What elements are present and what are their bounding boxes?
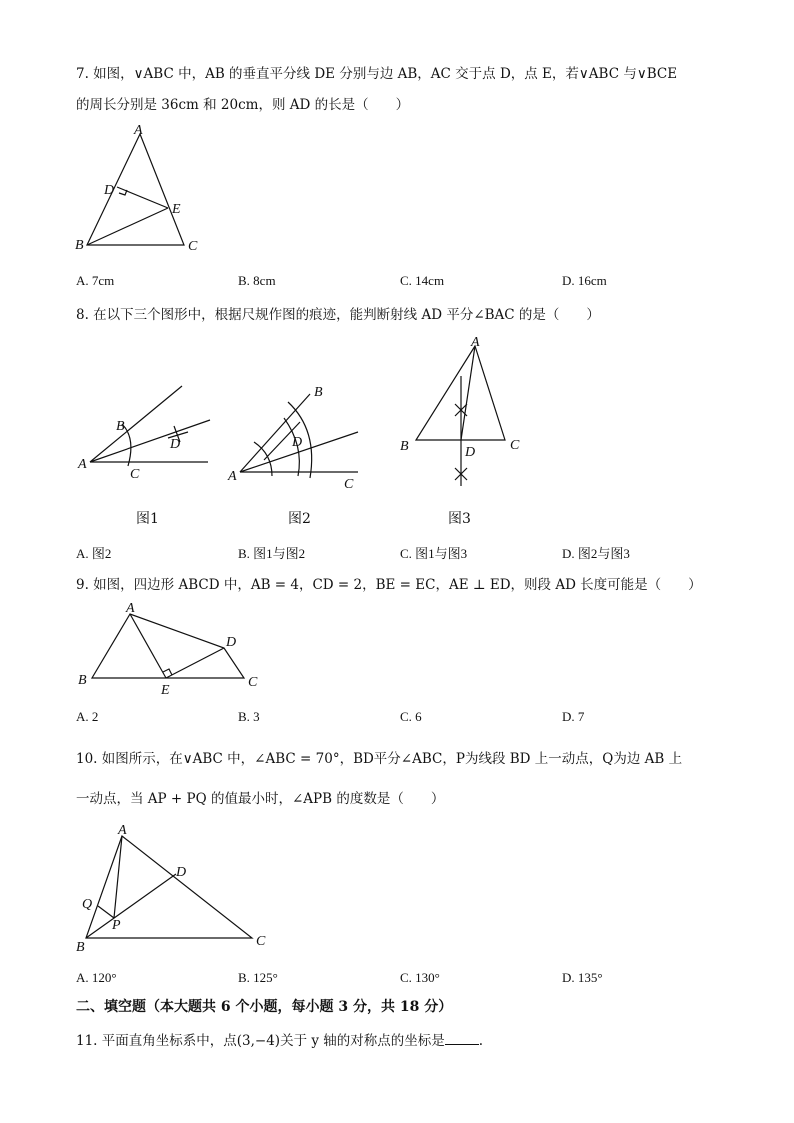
q11-prompt: 11. 平面直角坐标系中，点(3,−4)关于 y 轴的对称点的坐标是 bbox=[76, 1033, 445, 1049]
q8-option-d: D. 图2与图3 bbox=[562, 546, 630, 561]
q9-label-a: A bbox=[126, 601, 135, 616]
q7-figure bbox=[75, 118, 200, 258]
q7-option-a: A. 7cm bbox=[76, 273, 115, 288]
q9-label-b: B bbox=[78, 673, 87, 688]
q10-option-b: B. 125° bbox=[238, 970, 278, 985]
q10-option-a: A. 120° bbox=[76, 970, 117, 985]
q9-label-c: C bbox=[248, 675, 258, 690]
q9-option-a: A. 2 bbox=[76, 709, 99, 724]
q9-text-line1: 9. 如图，四边形 ABCD 中，AB = 4，CD = 2，BE = EC，AE ⊥ ED，则段 AD 长度可能是（ ） bbox=[76, 577, 702, 593]
fig2-label-a: A bbox=[228, 469, 237, 484]
q10-label-a: A bbox=[118, 823, 127, 838]
q11-period: . bbox=[478, 1033, 484, 1049]
fig2-label-c: C bbox=[344, 477, 354, 492]
q11-text bbox=[76, 1029, 483, 1049]
q8-figure-3 bbox=[395, 336, 535, 496]
q7-label-e: E bbox=[172, 202, 181, 217]
q9-option-c: C. 6 bbox=[400, 709, 422, 724]
q9-label-e: E bbox=[161, 683, 170, 698]
fig1-label-d: D bbox=[170, 437, 181, 452]
section-heading-fill-in: 二、填空题（本大题共 6 个小题，每小题 3 分，共 18 分） bbox=[76, 999, 453, 1015]
q7-label-c: C bbox=[188, 239, 198, 254]
q8-option-b: B. 图1与图2 bbox=[238, 546, 306, 561]
fig1-caption: 图1 bbox=[136, 511, 159, 527]
fig2-label-d: D bbox=[292, 435, 303, 450]
q7-label-b: B bbox=[75, 238, 84, 253]
q10-label-p: P bbox=[112, 918, 121, 933]
q10-text-line2: 一动点，当 AP + PQ 的值最小时，∠APB 的度数是（ ） bbox=[76, 791, 445, 807]
fig3-label-a: A bbox=[471, 335, 480, 350]
q7-text-line2: 的周长分别是 36cm 和 20cm，则 AD 的长是（ ） bbox=[76, 97, 410, 113]
fig3-caption: 图3 bbox=[448, 511, 471, 527]
fig3-label-d: D bbox=[465, 445, 476, 460]
fig1-label-b: B bbox=[116, 419, 125, 434]
q7-label-d: D bbox=[104, 183, 115, 198]
q11-answer-blank[interactable] bbox=[445, 1032, 479, 1045]
q8-figure-1 bbox=[70, 380, 220, 480]
fig2-caption: 图2 bbox=[288, 511, 311, 527]
q10-figure bbox=[76, 818, 276, 955]
q10-label-q: Q bbox=[82, 897, 93, 912]
q8-option-c: C. 图1与图3 bbox=[400, 546, 468, 561]
q10-option-c: C. 130° bbox=[400, 970, 440, 985]
q9-figure bbox=[76, 598, 276, 698]
q10-label-b: B bbox=[76, 940, 85, 955]
q9-label-d: D bbox=[226, 635, 237, 650]
q10-text-line1: 10. 如图所示，在∨ABC 中，∠ABC = 70°，BD平分∠ABC，P为线段 BD 上一动点，Q为边 AB 上 bbox=[76, 751, 683, 767]
q8-option-a: A. 图2 bbox=[76, 546, 112, 561]
fig1-label-a: A bbox=[78, 457, 87, 472]
q7-option-c: C. 14cm bbox=[400, 273, 445, 288]
q7-option-d: D. 16cm bbox=[562, 273, 607, 288]
q8-text-line1: 8. 在以下三个图形中，根据尺规作图的痕迹，能判断射线 AD 平分∠BAC 的是（ ） bbox=[76, 307, 600, 323]
q7-label-a: A bbox=[134, 123, 143, 138]
q9-option-d: D. 7 bbox=[562, 709, 585, 724]
q7-option-b: B. 8cm bbox=[238, 273, 276, 288]
q10-option-d: D. 135° bbox=[562, 970, 603, 985]
q10-label-c: C bbox=[256, 934, 266, 949]
q10-label-d: D bbox=[176, 865, 187, 880]
fig3-label-c: C bbox=[510, 438, 520, 453]
q7-text-line1: 7. 如图，∨ABC 中，AB 的垂直平分线 DE 分别与边 AB，AC 交于点 D，点 E，若∨ABC 与∨BCE bbox=[76, 66, 678, 82]
fig1-label-c: C bbox=[130, 467, 140, 482]
fig3-label-b: B bbox=[400, 439, 409, 454]
fig2-label-b: B bbox=[314, 385, 323, 400]
q9-option-b: B. 3 bbox=[238, 709, 260, 724]
q8-figure-2 bbox=[228, 380, 378, 490]
